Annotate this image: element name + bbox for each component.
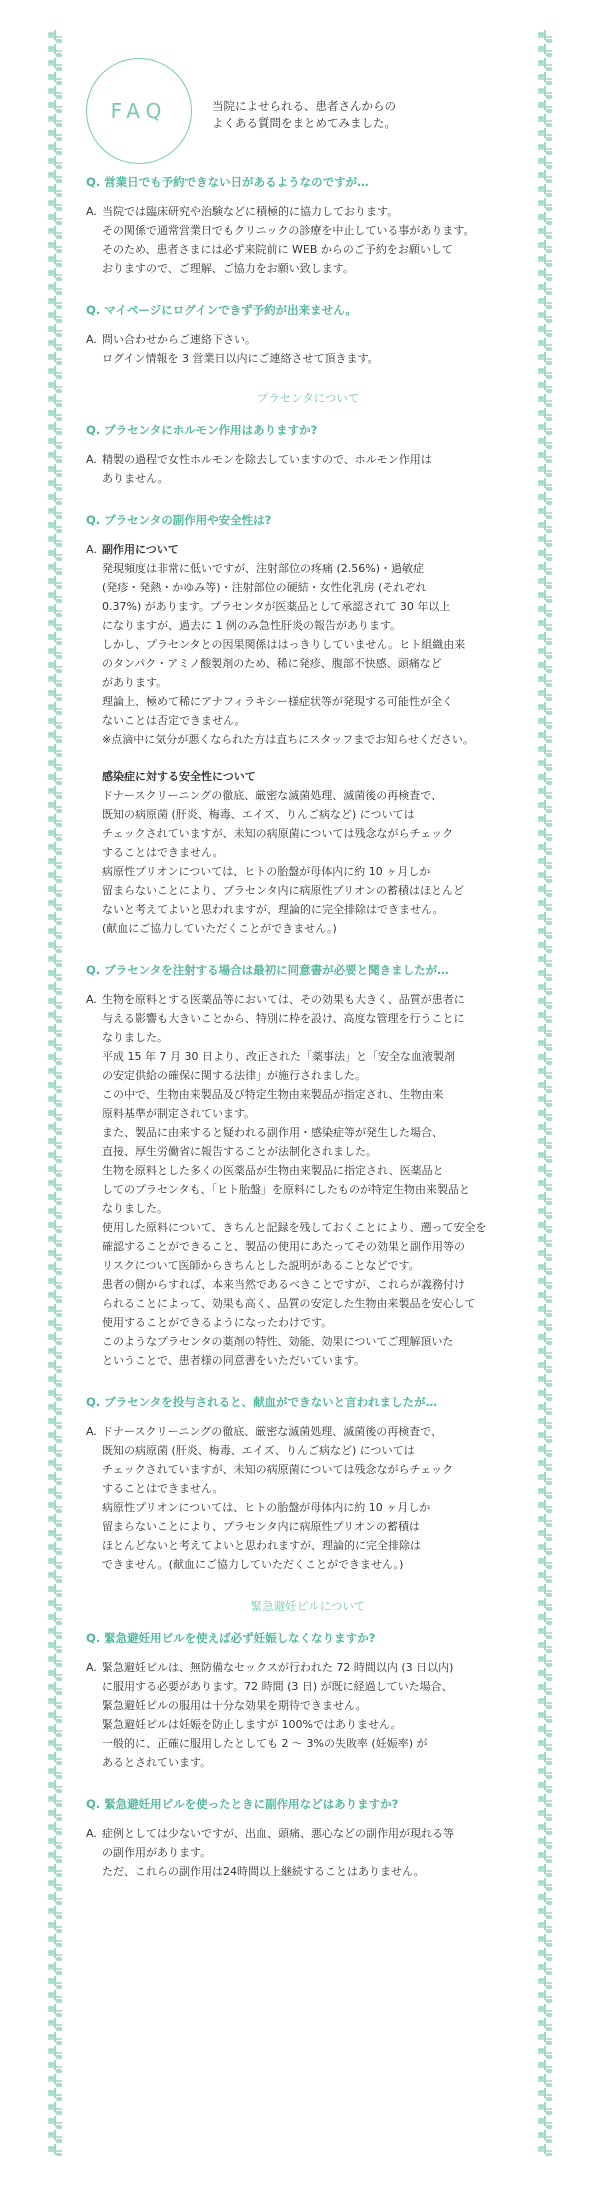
answer-line: ないと考えてよいと思われますが、理論的に完全排除はできません。: [102, 903, 444, 916]
section-title-emergency-pill: 緊急避妊ピルについて: [250, 1599, 366, 1613]
answer-line: 原料基準が制定されています。: [102, 1107, 256, 1120]
question-reservation-unavailable: Q. 営業日でも予約できない日があるようなのですが…: [86, 175, 369, 189]
answer-line: のタンパク・アミノ酸製剤のため、稀に発疹、腹部不快感、頭痛など: [102, 657, 442, 670]
answer-line: 使用することができるようになったわけです。: [102, 1316, 333, 1329]
answer-line: することはできません。: [102, 846, 224, 859]
answer-line: あるとされています。: [102, 1756, 212, 1769]
question-placenta-consent: Q. プラセンタを注射する場合は最初に同意書が必要と聞きましたが…: [86, 963, 449, 977]
answer-line: ほとんどないと考えてよいと思われますが、理論的に完全排除は: [102, 1539, 421, 1552]
answer-mark: A.: [86, 453, 97, 466]
answer-placenta-blood-donation: [86, 1422, 530, 1574]
answer-line: ないことは否定できません。: [102, 714, 246, 727]
answer-line: リスクについて医師からきちんとした説明があることなどです。: [102, 1259, 420, 1272]
answer-pill-side-effects: [86, 1824, 530, 1881]
answer-line: 0.37%) があります。プラセンタが医薬品として承認されて 30 年以上: [102, 600, 451, 613]
answer-line: の安定供給の確保に関する法律」が施行されました。: [102, 1069, 366, 1082]
answer-line: があります。: [102, 676, 168, 689]
answer-line: チェックされていますが、未知の病原菌については残念ながらチェック: [102, 827, 454, 840]
answer-line: その関係で通常営業日でもクリニックの診療を中止している事があります。: [102, 224, 475, 237]
answer-line: しかし、プラセンタとの因果関係ははっきりしていません。ヒト組織由来: [102, 638, 466, 651]
section-title-placenta: プラセンタについて: [256, 391, 360, 405]
answer-mark: A.: [86, 1827, 97, 1840]
answer-line: 患者の側からすれば、本来当然であるべきことですが、これらが義務付け: [102, 1278, 465, 1291]
answer-line: 理論上、極めて稀にアナフィラキシー様症状等が発現する可能性が全く: [102, 695, 454, 708]
answer-line: することはできません。: [102, 1482, 224, 1495]
answer-line: (発疹・発熱・かゆみ等)・注射部位の硬結・女性化乳房 (それぞれ: [102, 581, 427, 594]
answer-line: 生物を原料とした多くの医薬品が生物由来製品に指定され、医薬品と: [102, 1164, 444, 1177]
answer-line: に服用する必要があります。72 時間 (3 日) が既に経過していた場合、: [102, 1680, 453, 1693]
answer-line: できません。(献血にご協力していただくことができません。): [102, 1558, 404, 1571]
answer-line: られることによって、効果も高く、品質の安定した生物由来製品を安心して: [102, 1297, 476, 1310]
answer-mark: A.: [86, 333, 97, 346]
answer-line: 使用した原料について、きちんと記録を残しておくことにより、遡って安全を: [102, 1221, 487, 1234]
answer-line: になりますが、過去に 1 例のみ急性肝炎の報告があります。: [102, 619, 402, 632]
answer-placenta-consent: [86, 990, 530, 1370]
question-pill-side-effects: Q. 緊急避妊用ピルを使ったときに副作用などはありますか?: [86, 1797, 399, 1811]
answer-line: 一般的に、正確に服用したとしても 2 〜 3%の失敗率 (妊娠率) が: [102, 1737, 428, 1750]
intro-line: よくある質問をまとめてみました。: [212, 116, 396, 130]
answer-line: なりました。: [102, 1202, 168, 1215]
faq-circle-badge: FAQ: [86, 58, 192, 164]
answer-line: なりました。: [102, 1031, 168, 1044]
answer-line: そのため、患者さまには必ず来院前に WEB からのご予約をお願いして: [102, 243, 453, 256]
answer-placenta-side-effects: [86, 540, 530, 938]
answer-line: おりますので、ご理解、ご協力をお願い致します。: [102, 262, 354, 275]
question-placenta-side-effects: Q. プラセンタの副作用や安全性は?: [86, 513, 272, 527]
answer-line: ログイン情報を 3 営業日以内にご連絡させて頂きます。: [102, 352, 379, 365]
answer-mark: A.: [86, 993, 97, 1006]
answer-mypage-login: [86, 330, 530, 368]
answer-line: 当院では臨床研究や治験などに積極的に協力しております。: [102, 205, 399, 218]
left-leaf-pattern: [48, 30, 62, 2156]
faq-header: [86, 0, 530, 170]
answer-line: 既知の病原菌 (肝炎、梅毒、エイズ、りんご病など) については: [102, 1444, 415, 1457]
answer-line: ドナースクリーニングの徹底、厳密な滅菌処理、滅菌後の再検査で、: [102, 1425, 443, 1438]
answer-line: ただ、これらの副作用は24時間以上継続することはありません。: [102, 1865, 425, 1878]
answer-reservation-unavailable: [86, 202, 530, 278]
answer-line: 問い合わせからご連絡下さい。: [102, 333, 256, 346]
answer-line: ということで、患者様の同意書をいただいています。: [102, 1354, 365, 1367]
answer-line: 既知の病原菌 (肝炎、梅毒、エイズ、りんご病など) については: [102, 808, 415, 821]
question-placenta-blood-donation: Q. プラセンタを投与されると、献血ができないと言われましたが…: [86, 1395, 438, 1409]
right-leaf-pattern: [538, 30, 552, 2156]
answer-line: ありません。: [102, 472, 169, 485]
answer-line: このようなプラセンタの薬剤の特性、効能、効果についてご理解頂いた: [102, 1335, 454, 1348]
answer-line: 与える影響も大きいことから、特別に枠を設け、高度な管理を行うことに: [102, 1012, 465, 1025]
question-pill-effectiveness: Q. 緊急避妊用ピルを使えば必ず妊娠しなくなりますか?: [86, 1631, 376, 1645]
answer-line: また、製品に由来すると疑われる副作用・感染症等が発生した場合、: [102, 1126, 443, 1139]
answer-line: 病原性プリオンについては、ヒトの胎盤が母体内に約 10 ヶ月しか: [102, 865, 431, 878]
faq-content: [86, 0, 530, 1881]
answer-line: (献血にご協力していただくことができません。): [102, 922, 337, 935]
answer-line: 確認することができること、製品の使用にあたってその効果と副作用等の: [102, 1240, 465, 1253]
answer-line: 症例としては少ないですが、出血、頭痛、悪心などの副作用が現れる等: [102, 1827, 454, 1840]
answer-line: 留まらないことにより、プラセンタ内に病原性プリオンの蓄積はほとんど: [102, 884, 465, 897]
answer-mark: A.: [86, 1661, 97, 1674]
answer-line: 緊急避妊ピルの服用は十分な効果を期待できません。: [102, 1699, 367, 1712]
answer-line: してのプラセンタも、「ヒト胎盤」を原料にしたものが特定生物由来製品と: [102, 1183, 471, 1196]
answer-line: ※点滴中に気分が悪くなられた方は直ちにスタッフまでお知らせください。: [102, 733, 474, 746]
question-mypage-login: Q. マイページにログインできず予約が出来ません。: [86, 303, 357, 317]
intro-line: 当院によせられる、患者さんからの: [212, 99, 396, 113]
question-placenta-hormone: Q. プラセンタにホルモン作用はありますか?: [86, 423, 318, 437]
answer-mark: A.: [86, 205, 97, 218]
answer-line: 緊急避妊ピルは妊娠を防止しますが 100%ではありません。: [102, 1718, 402, 1731]
answer-line: 発現頻度は非常に低いですが、注射部位の疼痛 (2.56%)・過敏症: [102, 562, 425, 575]
answer-line: ドナースクリーニングの徹底、厳密な滅菌処理、滅菌後の再検査で、: [102, 789, 443, 802]
answer-subheading: 副作用について: [102, 543, 179, 556]
answer-mark: A.: [86, 543, 97, 556]
answer-line: 生物を原料とする医薬品等においては、その効果も大きく、品質が患者に: [102, 993, 465, 1006]
answer-line: 留まらないことにより、プラセンタ内に病原性プリオンの蓄積は: [102, 1520, 421, 1533]
answer-line: 直接、厚生労働省に報告することが法制化されました。: [102, 1145, 377, 1158]
answer-mark: A.: [86, 1425, 97, 1438]
answer-line: 緊急避妊ピルは、無防備なセックスが行われた 72 時間以内 (3 日以内): [102, 1661, 454, 1674]
answer-placenta-hormone: [86, 450, 530, 488]
answer-pill-effectiveness: [86, 1658, 530, 1772]
answer-line: この中で、生物由来製品及び特定生物由来製品が指定され、生物由来: [102, 1088, 444, 1101]
answer-line: 病原性プリオンについては、ヒトの胎盤が母体内に約 10 ヶ月しか: [102, 1501, 431, 1514]
answer-subheading: 感染症に対する安全性について: [102, 770, 256, 783]
faq-intro: [212, 98, 396, 132]
answer-line: チェックされていますが、未知の病原菌については残念ながらチェック: [102, 1463, 454, 1476]
answer-line: の副作用があります。: [102, 1846, 212, 1859]
answer-line: 精製の過程で女性ホルモンを除去していますので、ホルモン作用は: [102, 453, 432, 466]
answer-line: 平成 15 年 7 月 30 日より、改正された「薬事法」と「安全な血液製剤: [102, 1050, 455, 1063]
